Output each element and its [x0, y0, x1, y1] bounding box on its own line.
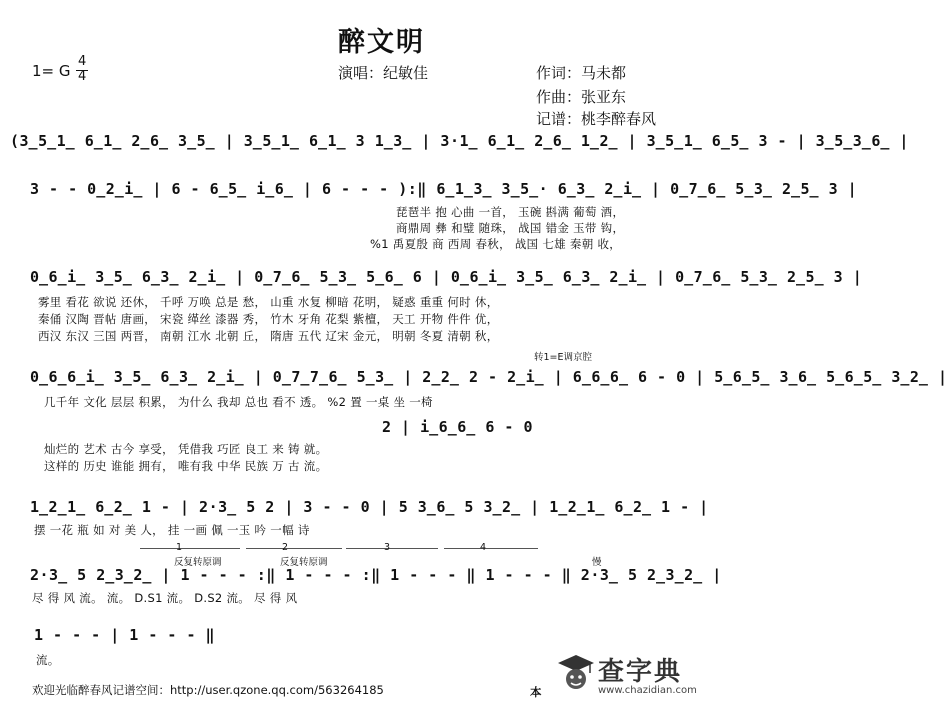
volta-4-number: 4: [480, 542, 487, 553]
volta-1-number: 1: [176, 542, 183, 553]
singer-credit: 演唱：纪敏佳: [338, 64, 429, 82]
lyrics-row-4b-verse-2: 这样的 历史 谁能 拥有， 唯有我 中华 民族 万 古 流。: [44, 459, 328, 473]
time-signature-bottom: 4: [78, 69, 87, 84]
logo-url: www.chazidian.com: [598, 685, 697, 696]
score-row-7: 1 - - - | 1 - - - ‖: [34, 626, 216, 644]
time-signature-top: 4: [78, 54, 87, 69]
score-row-4: 0̲6̲6̲i̲ 3̲5̲ 6̲3̲ 2̲i̲ | 0̲7̲7̲6̲ 5̲3̲ | 2̲2̲ 2 - 2̲i̲ | 6̲6̲6̲ 6 - 0 | 5̲6̲5̲ 3̲6̲ 5̲6̲5̲ 3̲2̲ |: [30, 368, 948, 386]
volta-1-line: [140, 548, 240, 549]
score-row-2: 3 - - 0̲2̲i̲ | 6 - 6̲5̲ i̲6̲ | 6 - - - ):‖ 6̲1̲3̲ 3̲5̲· 6̲3̲ 2̲i̲ | 0̲7̲6̲ 5̲3̲ 2̲5̲ 3 |: [30, 180, 858, 198]
volta-2-label: 反复转原调: [280, 557, 328, 568]
footer-text: 欢迎光临醉春风记谱空间：http://user.qzone.qq.com/563264185: [32, 683, 384, 697]
volta-1-label: 反复转原调: [174, 557, 222, 568]
modulation-note: 转1=E调京腔: [534, 352, 593, 363]
lyrics-row-2-verse-3: %1 禹夏殷 商 西周 春秋， 战国 七雄 秦朝 收，: [370, 237, 622, 251]
score-row-1: (3̲5̲1̲ 6̲1̲ 2̲6̲ 3̲5̲ | 3̲5̲1̲ 6̲1̲ 3 1̲3̲ | 3·1̲ 6̲1̲ 2̲6̲ 1̲2̲ | 3̲5̲1̲ 6̲5̲ 3 - | 3̲5̲3̲6̲ |: [10, 132, 909, 150]
site-logo: [552, 651, 718, 701]
lyrics-row-4: 几千年 文化 层层 积累， 为什么 我却 总也 看不 透。 %2 置 一桌 坐 一椅: [44, 395, 433, 409]
lyricist-credit: 作词：马未都: [536, 64, 627, 82]
scholar-cap-icon: [556, 653, 596, 695]
lyrics-row-7: 流。: [36, 653, 60, 667]
volta-3-number: 3: [384, 542, 391, 553]
lyrics-row-2-verse-2: 商鼎周 彝 和璧 随珠， 战国 错金 玉带 钩，: [396, 221, 625, 235]
key-signature: 1= G: [32, 62, 71, 80]
score-row-3: 0̲6̲i̲ 3̲5̲ 6̲3̲ 2̲i̲ | 0̲7̲6̲ 5̲3̲ 5̲6̲ 6 | 0̲6̲i̲ 3̲5̲ 6̲3̲ 2̲i̲ | 0̲7̲6̲ 5̲3̲ 2̲5̲ 3 |: [30, 268, 863, 286]
score-row-4b: 2 | i̲6̲6̲ 6 - 0: [382, 418, 533, 436]
slow-mark: 慢: [592, 557, 602, 568]
lyrics-row-3-verse-2: 秦俑 汉陶 晋帖 唐画， 宋瓷 缂丝 漆器 秀， 竹木 牙角 花梨 紫檀， 天工 开物 件件 优，: [38, 312, 499, 326]
lyrics-row-2-verse-1: 琵琶半 抱 心曲 一首， 玉碗 斟满 葡萄 酒，: [396, 205, 625, 219]
score-row-6: 2·3̲ 5 2̲3̲2̲ | 1 - - - :‖ 1 - - - :‖ 1 - - - ‖ 1 - - - ‖ 2·3̲ 5 2̲3̲2̲ |: [30, 566, 722, 584]
score-row-5: 1̲2̲1̲ 6̲2̲ 1 - | 2·3̲ 5 2 | 3 - - 0 | 5 3̲6̲ 5 3̲2̲ | 1̲2̲1̲ 6̲2̲ 1 - |: [30, 498, 709, 516]
volta-2-number: 2: [282, 542, 289, 553]
volta-2-line: [246, 548, 342, 549]
page-title: 醉文明: [338, 27, 425, 58]
volta-3-line: [346, 548, 438, 549]
lyrics-row-3-verse-3: 西汉 东汉 三国 两晋， 南朝 江水 北朝 丘， 隋唐 五代 辽宋 金元， 明朝 冬夏 清朝 秋，: [38, 329, 499, 343]
lyrics-row-4b-verse-1: 灿烂的 艺术 古今 享受， 凭借我 巧匠 良工 来 铸 就。: [44, 442, 328, 456]
transcriber-credit: 记谱：桃李醉春风: [536, 110, 657, 128]
lyrics-row-6: 尽 得 风 流。 流。 D.S1 流。 D.S2 流。 尽 得 风: [32, 591, 298, 605]
lyrics-row-3-verse-1: 雾里 看花 欲说 还休， 千呼 万唤 总是 愁， 山重 水复 柳暗 花明， 疑惑 重重 何时 休，: [38, 295, 499, 309]
volta-4-line: [444, 548, 538, 549]
composer-credit: 作曲：张亚东: [536, 88, 627, 106]
lyrics-row-5: 摆 一花 瓶 如 对 美 人， 挂 一画 佩 一玉 吟 一幅 诗: [34, 523, 310, 537]
footer-ben: 本: [530, 685, 542, 699]
logo-title: 查字典: [598, 657, 683, 687]
